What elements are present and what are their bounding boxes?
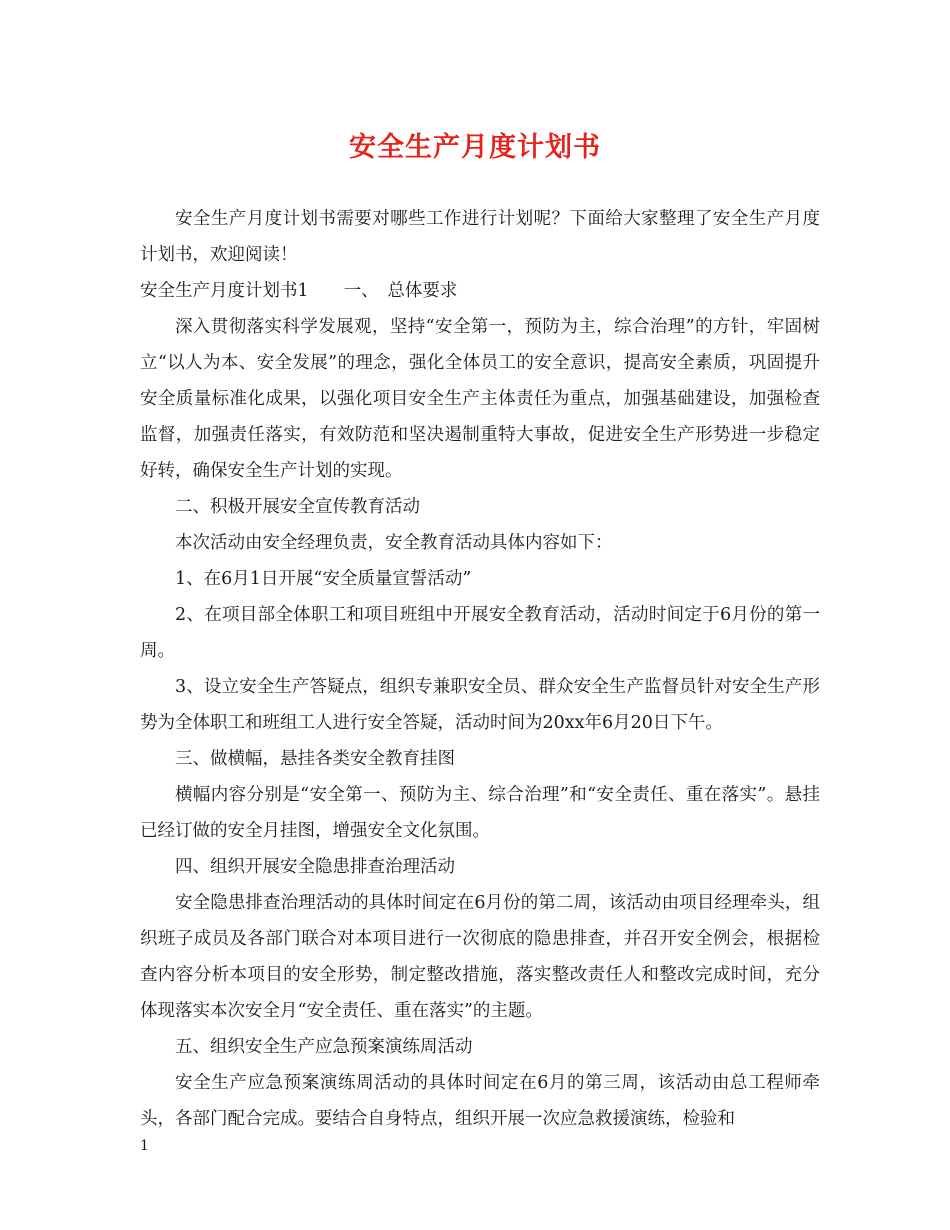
page-number: 1 xyxy=(140,1138,149,1154)
paragraph-hazard-inspection: 安全隐患排查治理活动的具体时间定在6月份的第二周，该活动由项目经理牵头，组织班子成员及各部门联合对本项目进行一次彻底的隐患排查，并召开安全例会，根据检查内容分析本项目的安全形势，制定整改措施，落实整改责任人和整改完成时间，充分体现落实本次安全月“安全责任、重在落实”的主题。 xyxy=(140,893,820,1021)
paragraph-overall-requirements: 深入贯彻落实科学发展观，坚持“安全第一，预防为主，综合治理”的方针，牢固树立“以人为本、安全发展”的理念，强化全体员工的安全意识，提高安全素质，巩固提升安全质量标准化成果，以强化项目安全生产主体责任为重点，加强基础建设，加强检查监督，加强责任落实，有效防范和坚决遏制重特大事故，促进安全生产形势进一步稳定好转，确保安全生产计划的实现。 xyxy=(140,317,820,481)
paragraph-heading-5: 五、组织安全生产应急预案演练周活动 xyxy=(175,1037,473,1057)
paragraph-intro: 安全生产月度计划书需要对哪些工作进行计划呢？下面给大家整理了安全生产月度计划书，欢迎阅读！ xyxy=(140,209,820,265)
paragraph-heading-4: 四、组织开展安全隐患排查治理活动 xyxy=(175,857,455,877)
paragraph-banner-content: 横幅内容分别是“安全第一、预防为主、综合治理”和“安全责任、重在落实”。悬挂已经订做的安全月挂图，增强安全文化氛围。 xyxy=(140,785,820,841)
paragraph-education-intro: 本次活动由安全经理负责，安全教育活动具体内容如下： xyxy=(175,533,613,553)
paragraph-section-heading: 安全生产月度计划书1 一、 总体要求 xyxy=(140,281,458,301)
document-title: 安全生产月度计划书 xyxy=(349,132,601,163)
paragraph-emergency-drill: 安全生产应急预案演练周活动的具体时间定在6月的第三周，该活动由总工程师牵头，各部门配合完成。要结合自身特点，组织开展一次应急救援演练，检验和 xyxy=(140,1073,820,1129)
paragraph-item-2: 2、在项目部全体职工和项目班组中开展安全教育活动，活动时间定于6月份的第一周。 xyxy=(140,605,820,661)
paragraph-item-1: 1、在6月1日开展“安全质量宣誓活动” xyxy=(175,569,472,589)
paragraph-heading-2: 二、积极开展安全宣传教育活动 xyxy=(175,497,420,517)
paragraph-heading-3: 三、做横幅，悬挂各类安全教育挂图 xyxy=(175,749,455,769)
document-body xyxy=(140,201,820,1137)
paragraph-item-3: 3、设立安全生产答疑点，组织专兼职安全员、群众安全生产监督员针对安全生产形势为全体职工和班组工人进行安全答疑，活动时间为20xx年6月20日下午。 xyxy=(140,677,820,733)
